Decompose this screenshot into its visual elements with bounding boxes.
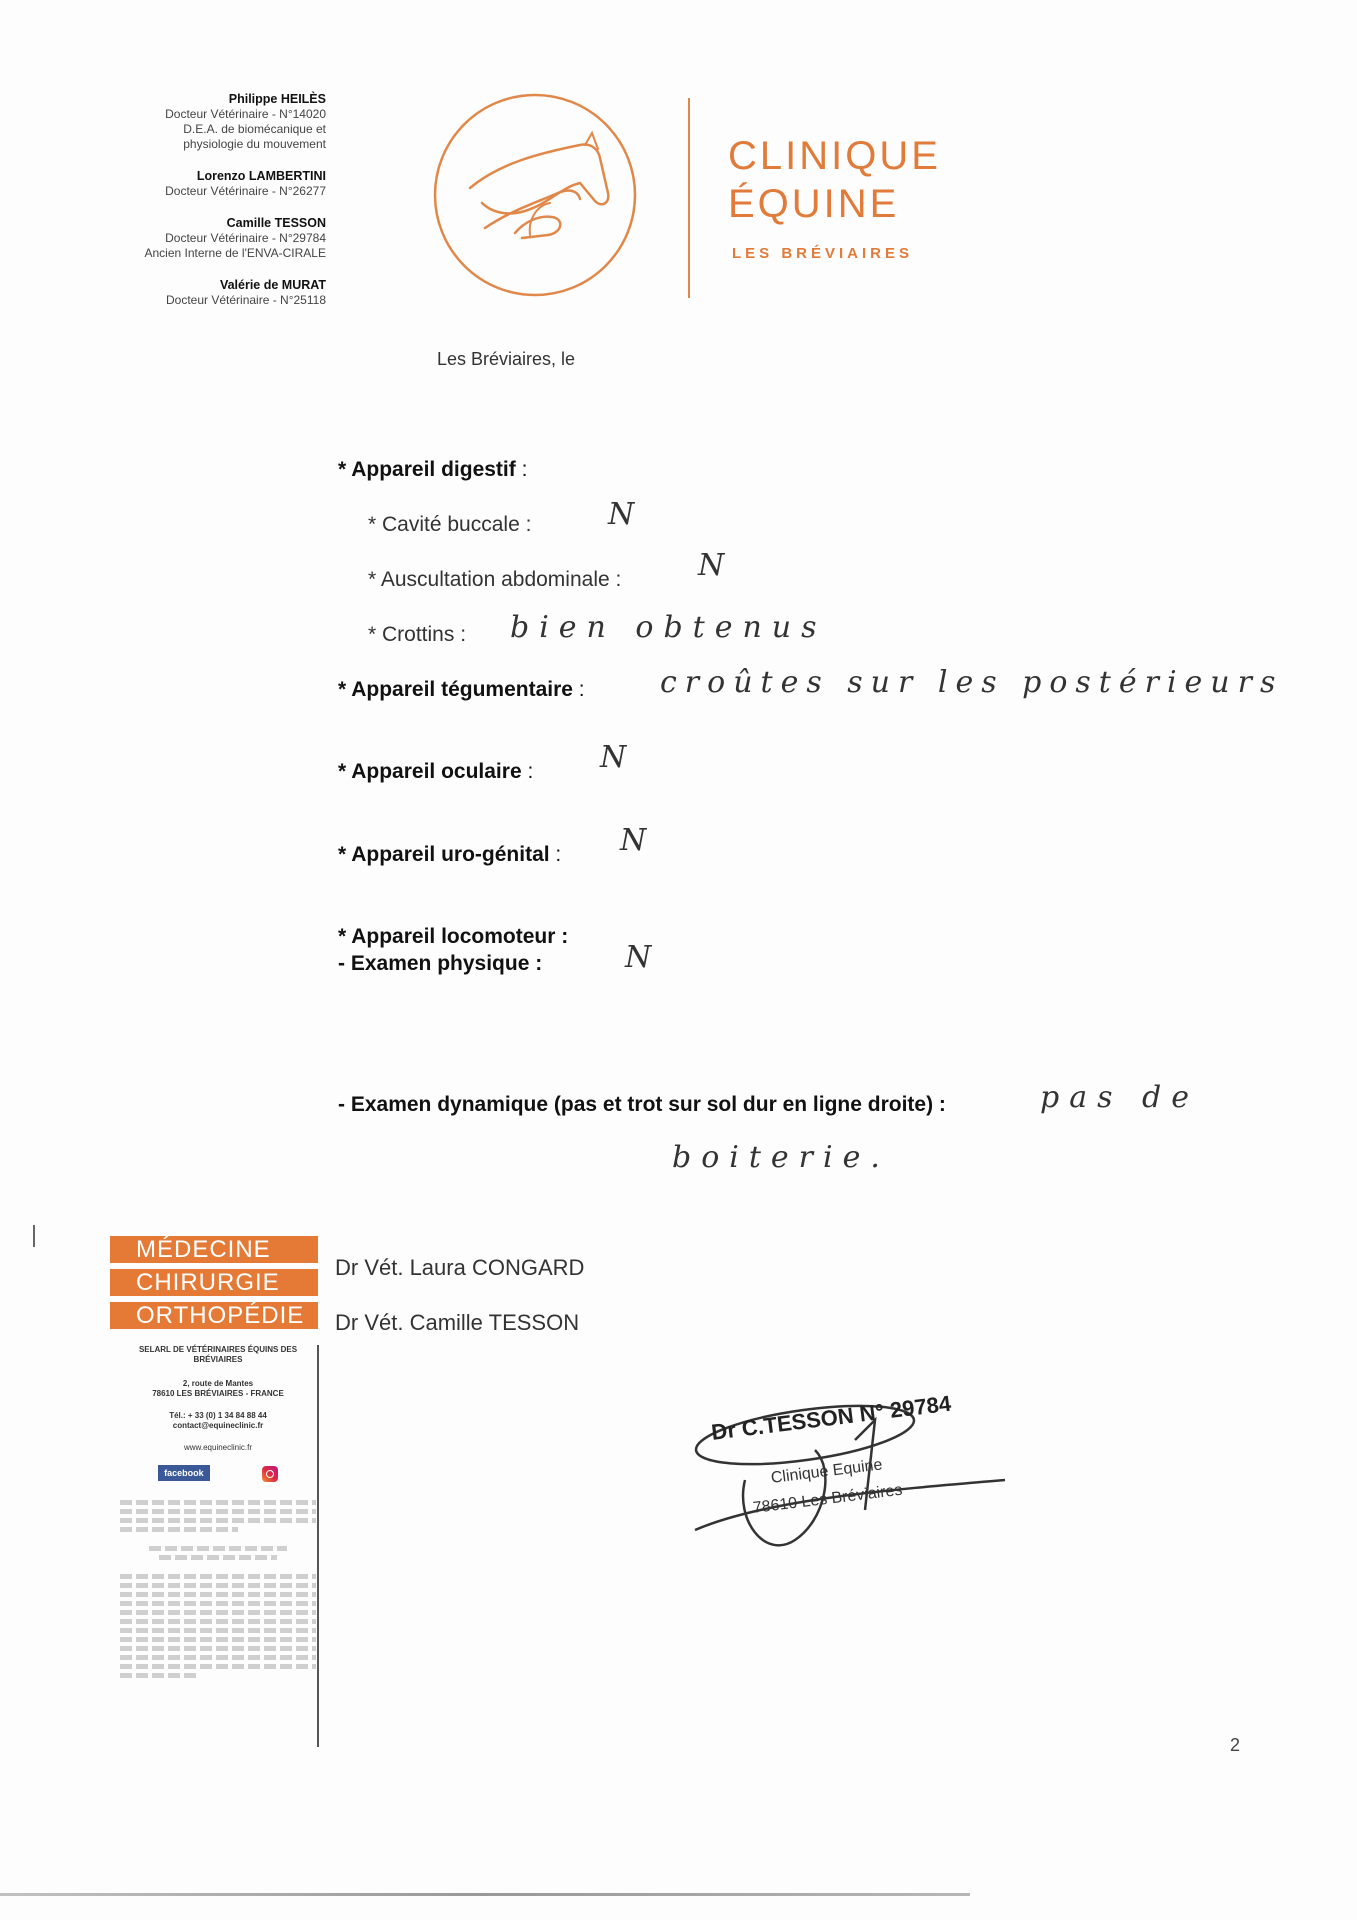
company-info [120, 1345, 316, 1682]
company-address: 2, route de Mantes [182, 1379, 254, 1388]
brand-subtitle: LES BRÉVIAIRES [732, 245, 914, 262]
vet-name: Lorenzo LAMBERTINI [196, 169, 326, 183]
place-date: Les Bréviaires, le [437, 349, 576, 369]
fine-print [120, 1500, 316, 1678]
vet-line: Docteur Vétérinaire - N°29784 [165, 231, 326, 245]
field-dynamique-label: - Examen dynamique (pas et trot sur sol dur en ligne droite) : [338, 1093, 946, 1116]
field-crottins-value: bien obtenus [510, 610, 827, 645]
field-physique-value: N [625, 940, 662, 975]
vet-name: Camille TESSON [226, 216, 326, 230]
field-tegumentaire-value: croûtes sur les postérieurs [660, 665, 1284, 700]
vet-line: Docteur Vétérinaire - N°14020 [165, 107, 326, 121]
section-digestif: * Appareil digestif : [338, 458, 528, 481]
vet-name: Valérie de MURAT [219, 278, 326, 292]
service-item: ORTHOPÉDIE [110, 1302, 318, 1329]
section-tegumentaire: * Appareil tégumentaire : [338, 678, 585, 701]
section-oculaire: * Appareil oculaire : [338, 760, 534, 783]
stamp-line: Dr C.TESSON N° 29784 [710, 1390, 953, 1445]
brand-line: ÉQUINE [728, 182, 900, 226]
field-dynamique-value: pas de [1040, 1080, 1199, 1115]
stamp-line: Clinique Equine [770, 1456, 884, 1487]
brand-name [728, 132, 941, 228]
logo-divider [688, 98, 690, 298]
facebook-button[interactable]: facebook [158, 1465, 210, 1481]
service-item: MÉDECINE [110, 1236, 318, 1263]
doctor-name: Dr Vét. Laura CONGARD [335, 1255, 585, 1280]
doctor-name: Dr Vét. Camille TESSON [335, 1310, 580, 1335]
field-uro-value: N [620, 823, 657, 858]
section-uro-genital: * Appareil uro-génital : [338, 843, 562, 866]
vet-entry [100, 278, 326, 308]
field-oculaire-value: N [600, 740, 637, 775]
field-cavite-value: N [608, 497, 645, 532]
field-cavite-label: * Cavité buccale : [368, 513, 532, 536]
vet-line: Docteur Vétérinaire - N°26277 [165, 184, 326, 198]
field-auscultation-value: N [698, 548, 735, 583]
social-links [120, 1465, 316, 1482]
company-address: 78610 LES BRÉVIAIRES - FRANCE [152, 1389, 284, 1398]
scan-edge [0, 1893, 970, 1896]
section-locomoteur: * Appareil locomoteur : [338, 925, 569, 948]
company-web[interactable]: www.equineclinic.fr [183, 1443, 253, 1452]
vet-entry [100, 92, 326, 152]
vet-entry [100, 169, 326, 199]
vet-entry [100, 216, 326, 261]
services-list [110, 1236, 318, 1335]
vets-list [100, 92, 326, 325]
vet-line: D.E.A. de biomécanique et [183, 122, 326, 136]
sidebar-divider [317, 1345, 319, 1747]
field-crottins-label: * Crottins : [368, 623, 467, 646]
vet-line: physiologie du mouvement [183, 137, 326, 151]
field-physique-label: - Examen physique : [338, 952, 543, 975]
field-dynamique-value: boiterie. [672, 1140, 890, 1175]
field-auscultation-label: * Auscultation abdominale : [368, 568, 622, 591]
vet-line: Docteur Vétérinaire - N°25118 [166, 293, 326, 307]
horse-head-icon [430, 93, 640, 298]
vet-name: Philippe HEILÈS [228, 92, 326, 106]
instagram-icon[interactable] [262, 1466, 278, 1482]
vet-line: Ancien Interne de l'ENVA-CIRALE [144, 246, 326, 260]
brand-line: CLINIQUE [728, 134, 941, 178]
page-number: 2 [1230, 1735, 1241, 1755]
company-name: SELARL DE VÉTÉRINAIRES ÉQUINS DES BRÉVIAIRES [138, 1345, 298, 1364]
company-tel: Tél.: + 33 (0) 1 34 84 88 44 [169, 1411, 267, 1420]
company-email[interactable]: contact@equineclinic.fr [172, 1421, 264, 1430]
scan-mark [33, 1225, 35, 1247]
stamp-line: 78610 Les Bréviaires [752, 1481, 904, 1517]
service-item: CHIRURGIE [110, 1269, 318, 1296]
